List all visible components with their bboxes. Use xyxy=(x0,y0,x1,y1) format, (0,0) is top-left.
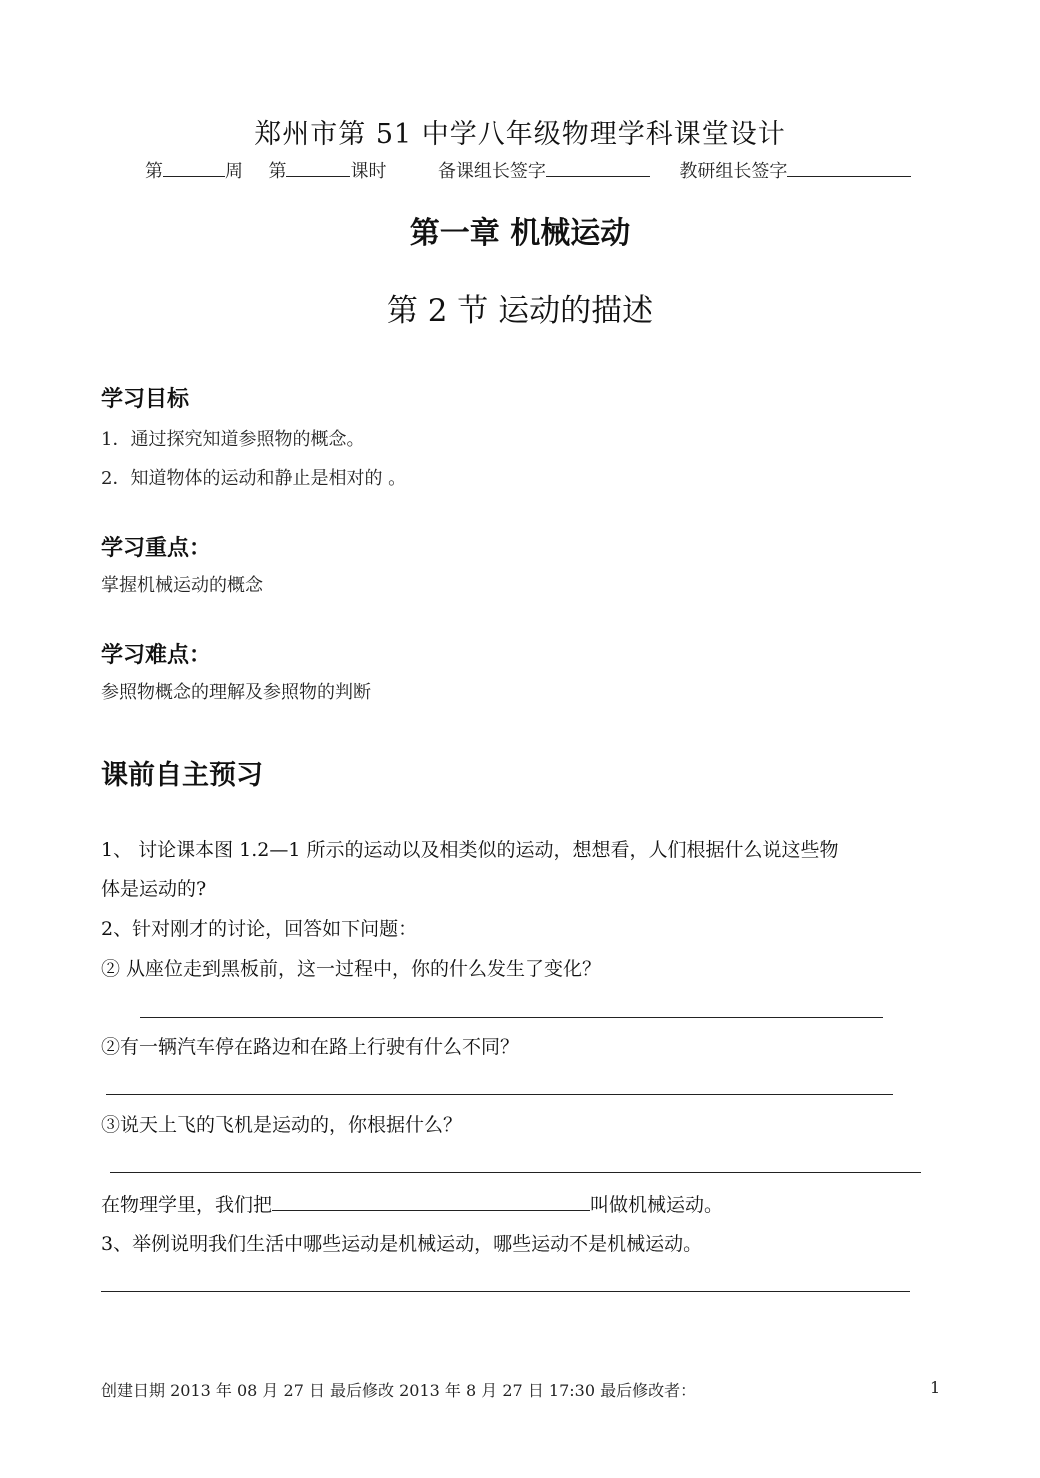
answer-line[interactable] xyxy=(140,1017,883,1018)
difficulties-heading: 学习难点： xyxy=(101,643,212,668)
signature-line xyxy=(145,157,911,183)
objectives-heading: 学习目标 xyxy=(101,387,190,412)
lesson-leader-label: 备课组长签字 xyxy=(437,161,546,182)
fill-blank[interactable] xyxy=(272,1190,590,1211)
preview-heading: 课前自主预习 xyxy=(101,760,263,791)
lesson-leader-signature-blank[interactable] xyxy=(546,158,650,177)
difficulties-text: 参照物概念的理解及参照物的判断 xyxy=(101,682,371,703)
page-number: 1 xyxy=(930,1378,941,1397)
fill-suffix: 叫做机械运动。 xyxy=(590,1194,724,1216)
question-1-line-2: 体是运动的? xyxy=(101,878,207,900)
research-leader-label: 教研组长签字 xyxy=(679,161,788,182)
answer-line[interactable] xyxy=(110,1172,921,1173)
document-title: 郑州市第 51 中学八年级物理学科课堂设计 xyxy=(254,119,786,150)
question-2-c: ③说天上飞的飞机是运动的，你根据什么？ xyxy=(101,1114,463,1136)
question-3: 3、举例说明我们生活中哪些运动是机械运动，哪些运动不是机械运动。 xyxy=(101,1233,703,1255)
question-2-a: ② 从座位走到黑板前，这一过程中，你的什么发生了变化？ xyxy=(101,958,602,980)
key-points-heading: 学习重点： xyxy=(101,536,212,561)
chapter-title: 第一章 机械运动 xyxy=(409,216,631,251)
answer-line[interactable] xyxy=(101,1291,910,1292)
question-1-line-1: 1、 讨论课本图 1.2—1 所示的运动以及相类似的运动，想想看，人们根据什么说这些物 xyxy=(101,839,839,861)
period-label-prefix: 第 xyxy=(268,161,287,182)
section-title: 第 2 节 运动的描述 xyxy=(386,293,654,329)
fill-in-sentence xyxy=(101,1190,723,1217)
footer-meta: 创建日期 2013 年 08 月 27 日 最后修改 2013 年 8 月 27 日 17:30 最后修改者： xyxy=(101,1381,697,1400)
objective-item: 2．知道物体的运动和静止是相对的 。 xyxy=(101,468,407,489)
key-points-text: 掌握机械运动的概念 xyxy=(101,575,263,596)
period-label: 课时 xyxy=(350,161,387,182)
answer-line[interactable] xyxy=(106,1094,893,1095)
question-2-b: ②有一辆汽车停在路边和在路上行驶有什么不同？ xyxy=(101,1036,520,1058)
period-blank[interactable] xyxy=(286,158,350,177)
research-leader-signature-blank[interactable] xyxy=(787,158,911,177)
fill-prefix: 在物理学里，我们把 xyxy=(101,1194,273,1216)
question-2: 2、针对刚才的讨论，回答如下问题： xyxy=(101,918,418,940)
week-blank[interactable] xyxy=(163,158,225,177)
objective-item: 1．通过探究知道参照物的概念。 xyxy=(101,429,365,450)
week-label: 周 xyxy=(225,161,243,182)
week-label-prefix: 第 xyxy=(145,161,163,182)
